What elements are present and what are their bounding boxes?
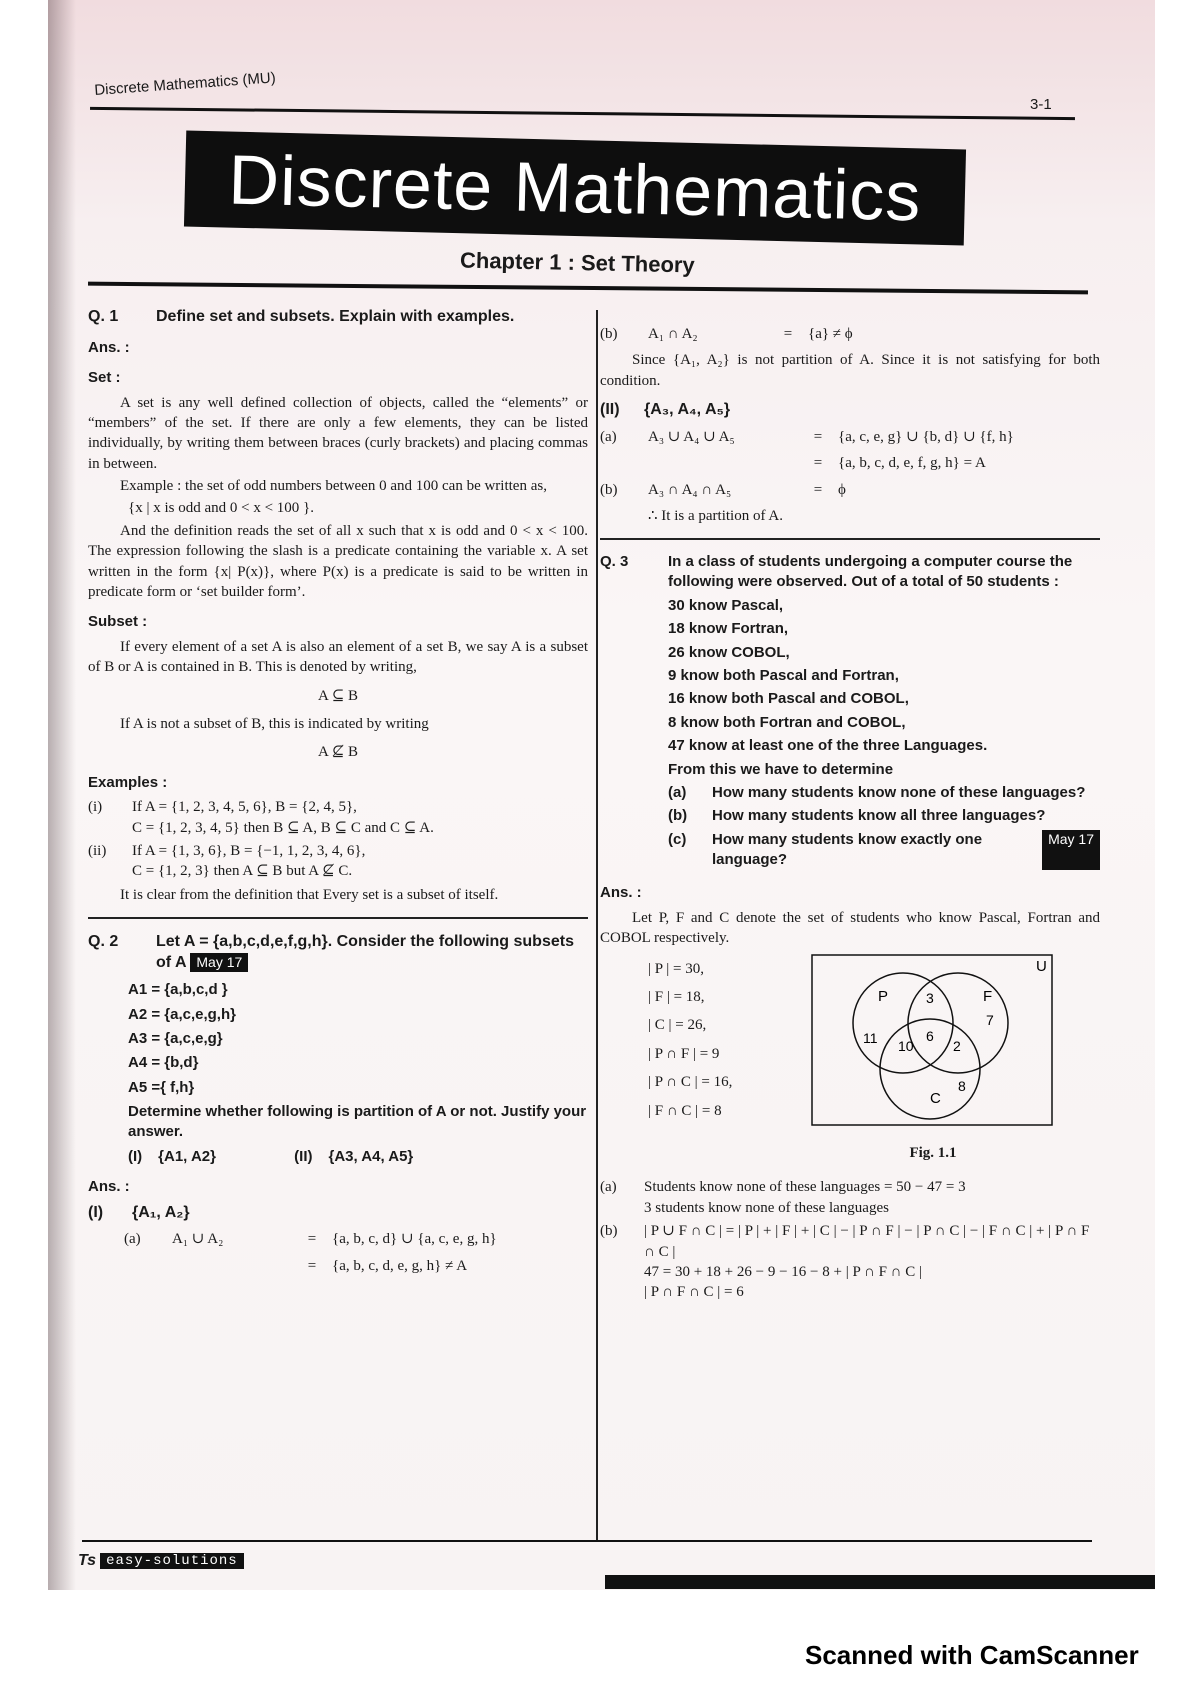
venn-diagram: [808, 951, 1058, 1131]
q3-part-b-marker: (b): [668, 807, 688, 825]
venn-region-f-only: 7: [986, 1011, 994, 1028]
cardinality-item: | C | = 26,: [648, 1017, 707, 1034]
q2-intersection-ii-rhs: ϕ: [838, 481, 846, 498]
q2-union-rhs-2: {a, b, c, d, e, g, h} ≠ A: [332, 1257, 468, 1274]
book-banner: Discrete Mathematics: [184, 130, 966, 245]
q2-text: Let A = {a,b,c,d,e,f,g,h}. Consider the following subsets of A: [156, 932, 574, 972]
subset-definition: If every element of a set A is also an element of a set B, we say A is a subset of B or A is contained in B. This is denoted by writing,: [88, 638, 588, 676]
set-definition: A set is any well defined collection of objects, called the “elements” or “members” of the set. If there are only a few elements, they can be listed individually, by writing them between braces (curly brackets) and placing commas in between.: [88, 394, 588, 472]
set-example: Example : the set of odd numbers between 0 and 100 can be written as,: [120, 478, 547, 495]
example-2-line-2: C = {1, 2, 3} then A ⊆ B but A ⊈ C.: [132, 863, 353, 880]
set-builder-example: {x | x is odd and 0 < x < 100 }.: [128, 500, 314, 517]
q1-question: [88, 306, 588, 328]
q2-part-i-set: {A₁, A₂}: [132, 1203, 190, 1221]
publisher-logo-text: easy-solutions: [100, 1553, 244, 1569]
footer-rule: [82, 1540, 1092, 1542]
q3-part-c-marker: (c): [668, 830, 687, 848]
q2-intersection-ii-lhs: A₃ ∩ A₄ ∩ A₅: [648, 481, 732, 498]
q2-union-ii: [600, 427, 1100, 447]
set-label: Set :: [88, 369, 121, 387]
venn-region-p-only: 11: [863, 1029, 878, 1046]
q3-part-c: [668, 830, 1100, 871]
page-shadow: [48, 0, 76, 1590]
chapter-title: Chapter 1 : Set Theory: [459, 247, 695, 278]
q3-solution-a-marker: (a): [600, 1179, 617, 1196]
subset-a2: A2 = {a,c,e,g,h}: [128, 1005, 236, 1023]
q2-union-rhs-1: {a, b, c, d} ∪ {a, c, e, g, h}: [332, 1231, 497, 1248]
q1-ans-label: Ans. :: [88, 338, 130, 356]
q2-part-ii: [600, 399, 1100, 421]
q2-part-i: [88, 1202, 588, 1224]
subset-a1: A1 = {a,b,c,d }: [128, 981, 228, 999]
q3-part-a-text: How many students know none of these languages?: [712, 783, 1086, 801]
q3-part-b: [668, 806, 1100, 826]
example-1-line-1: If A = {1, 2, 3, 4, 5, 6}, B = {2, 4, 5},: [132, 799, 357, 816]
q2-union-ii-equals-2: =: [813, 455, 823, 472]
q2-part-ii-marker: (II): [600, 401, 620, 419]
q3-fact: 16 know both Pascal and COBOL,: [668, 690, 909, 708]
q2-union-ii-rhs-1: {a, c, e, g} ∪ {b, d} ∪ {f, h}: [838, 428, 1014, 445]
q2-opt2-marker: (II): [294, 1147, 313, 1165]
subset-a3: A3 = {a,c,e,g}: [128, 1029, 223, 1047]
q2-options: [128, 1147, 588, 1167]
examples-label: Examples :: [88, 773, 168, 791]
q2-union-ii-lhs: A₃ ∪ A₄ ∪ A₅: [648, 428, 735, 445]
q1-text: Define set and subsets. Explain with examples.: [156, 308, 515, 325]
q3-fact: 9 know both Pascal and Fortran,: [668, 666, 899, 684]
q2-question: [88, 931, 588, 975]
q2-intersection-lhs: A₁ ∩ A₂: [648, 326, 698, 342]
q3-divider: [600, 538, 1100, 540]
q3-fact: 18 know Fortran,: [668, 620, 789, 638]
right-column: [600, 318, 1100, 1306]
example-2: [88, 841, 588, 882]
q3-solution-b-marker: (b): [600, 1223, 618, 1240]
q3-part-b-text: How many students know all three languages?: [712, 807, 1046, 825]
venn-region-c-only: 8: [958, 1077, 966, 1094]
scanner-watermark: Scanned with CamScanner: [805, 1640, 1139, 1670]
running-title: Discrete Mathematics (MU): [93, 69, 277, 99]
q3-part-a-marker: (a): [668, 783, 687, 801]
q2-union-marker: (a): [124, 1231, 141, 1248]
cardinality-item: | P | = 30,: [648, 960, 705, 977]
venn-label-f: F: [983, 987, 993, 1005]
q3-fact: 30 know Pascal,: [668, 596, 784, 614]
venn-label-c: C: [930, 1089, 941, 1107]
q2-union-ii-2: [600, 453, 1100, 473]
subset-a4: A4 = {b,d}: [128, 1054, 199, 1072]
q2-exam-badge: May 17: [190, 953, 248, 972]
example-1-line-2: C = {1, 2, 3, 4, 5} then B ⊆ A, B ⊆ C and C ⊆ A.: [132, 819, 434, 836]
venn-region-pfc: 6: [926, 1027, 934, 1044]
q2-union-equals-2: =: [307, 1257, 317, 1274]
q2-number: Q. 2: [88, 932, 119, 950]
q2-union-lhs: A₁ ∪ A₂: [172, 1231, 224, 1248]
publisher-logo: [78, 1552, 244, 1570]
q2-opt1-marker: (I): [128, 1147, 143, 1165]
q3-fact: From this we have to determine: [668, 760, 894, 778]
set-builder-explanation: And the definition reads the set of all x such that x is odd and 0 < x < 100. The expression following the slash is a predicate containing the variable x. A set written in the form {x| P(x)}, where P(x) is a predicate is said to be written in predicate form or ‘set builder form’.: [88, 522, 588, 601]
q2-intersection-ii-marker: (b): [600, 481, 618, 498]
q2-union-ii-rhs-2: {a, b, c, d, e, f, g, h} = A: [838, 455, 986, 472]
example-2-line-1: If A = {1, 3, 6}, B = {−1, 1, 2, 3, 4, 6},: [132, 842, 366, 859]
publisher-logo-mark: Ts: [78, 1552, 97, 1569]
q2-ans-label: Ans. :: [88, 1178, 130, 1196]
q2-intersection-ii: [600, 480, 1100, 500]
cardinality-item: | F | = 18,: [648, 989, 705, 1006]
cardinality-item: | P ∩ F | = 9: [648, 1045, 720, 1062]
cardinality-item: | P ∩ C | = 16,: [648, 1074, 733, 1091]
venn-circle-p: [853, 973, 953, 1073]
q3-part-c-text: How many students know exactly one language?: [712, 830, 983, 869]
left-column: [88, 300, 588, 1282]
example-2-marker: (ii): [88, 842, 107, 859]
page-number: 3-1: [1030, 96, 1052, 113]
q2-part-i-marker: (I): [88, 1203, 104, 1221]
q2-intersection-rhs: {a} ≠ ϕ: [808, 326, 853, 342]
q3-solution-a-line-1: Students know none of these languages = 50 − 47 = 3: [644, 1179, 966, 1196]
q2-intersection-equals: =: [783, 326, 793, 342]
q2-intersection-eq: [600, 324, 1100, 344]
q3-intro: In a class of students undergoing a computer course the following were observed. Out of a total of 50 students :: [668, 552, 1073, 591]
q3-part-a: [668, 783, 1100, 803]
q2-since: Since {A₁, A₂} is not partition of A. Since it is not satisfying for both condition.: [600, 352, 1100, 389]
q3-ans-label: Ans. :: [600, 884, 642, 902]
example-1-marker: (i): [88, 799, 103, 816]
example-1: [88, 797, 588, 838]
subset-symbol: A ⊆ B: [317, 687, 359, 704]
q2-determine: Determine whether following is partition of A or not. Justify your answer.: [128, 1103, 587, 1141]
cardinality-item: | F ∩ C | = 8: [648, 1102, 722, 1119]
q2-union-ii-marker: (a): [600, 428, 617, 445]
q2-union-equals: =: [307, 1231, 317, 1248]
figure-caption: Fig. 1.1: [909, 1145, 957, 1162]
q3-let: Let P, F and C denote the set of students who know Pascal, Fortran and COBOL respectively.: [600, 909, 1100, 947]
q3-solution-a-line-2: 3 students know none of these languages: [644, 1199, 889, 1216]
q3-solution-b-line-1: | P ∪ F ∩ C | = | P | + | F | + | C | − | P ∩ F | − | P ∩ C | − | F ∩ C | + | P ∩ F ∩ C |: [644, 1223, 1090, 1260]
q3-solution-a: [600, 1177, 1100, 1218]
q2-intersection-marker: (b): [600, 326, 618, 342]
q2-opt2: {A3, A4, A5}: [328, 1147, 414, 1165]
venn-section: [600, 951, 1100, 1164]
venn-region-pf: 3: [926, 989, 934, 1006]
subset-a5: A5 ={ f,h}: [128, 1078, 195, 1096]
column-divider: [596, 310, 598, 1540]
q2-union-ii-equals: =: [813, 428, 823, 445]
venn-label-u: U: [1036, 957, 1047, 975]
q2-union-eq-2: [124, 1256, 588, 1276]
q1-closing: It is clear from the definition that Every set is a subset of itself.: [120, 886, 499, 903]
q3-number: Q. 3: [600, 552, 629, 570]
q3-fact: 26 know COBOL,: [668, 643, 790, 661]
q2-union-eq: [124, 1229, 588, 1249]
subset-label: Subset :: [88, 613, 148, 631]
not-subset-text: If A is not a subset of B, this is indicated by writing: [120, 716, 429, 732]
q3-exam-badge: May 17: [1042, 830, 1100, 871]
q3-solution-b-line-2: 47 = 30 + 18 + 26 − 9 − 16 − 8 + | P ∩ F ∩ C |: [644, 1263, 923, 1280]
q3-fact: 47 know at least one of the three Languages.: [668, 737, 988, 755]
venn-region-pc: 10: [898, 1037, 914, 1054]
q2-opt1: {A1, A2}: [158, 1147, 216, 1165]
venn-region-fc: 2: [953, 1037, 961, 1054]
q2-part-ii-set: {A₃, A₄, A₅}: [644, 401, 731, 419]
q3-facts: [668, 596, 1100, 780]
q3-fact: 8 know both Fortran and COBOL,: [668, 713, 906, 731]
venn-label-p: P: [878, 987, 889, 1005]
q3-solution-b: [600, 1221, 1100, 1303]
cardinality-list: [648, 951, 788, 1164]
q2-intersection-ii-equals: =: [813, 481, 823, 498]
not-subset-symbol: A ⊈ B: [317, 744, 359, 761]
bottom-bar: [605, 1575, 1155, 1589]
q2-conclusion: ∴ It is a partition of A.: [648, 508, 783, 525]
q2-divider: [88, 917, 588, 919]
q1-number: Q. 1: [88, 308, 119, 325]
q3-solution-b-line-3: | P ∩ F ∩ C | = 6: [644, 1284, 744, 1301]
q3-question: [600, 552, 1100, 873]
